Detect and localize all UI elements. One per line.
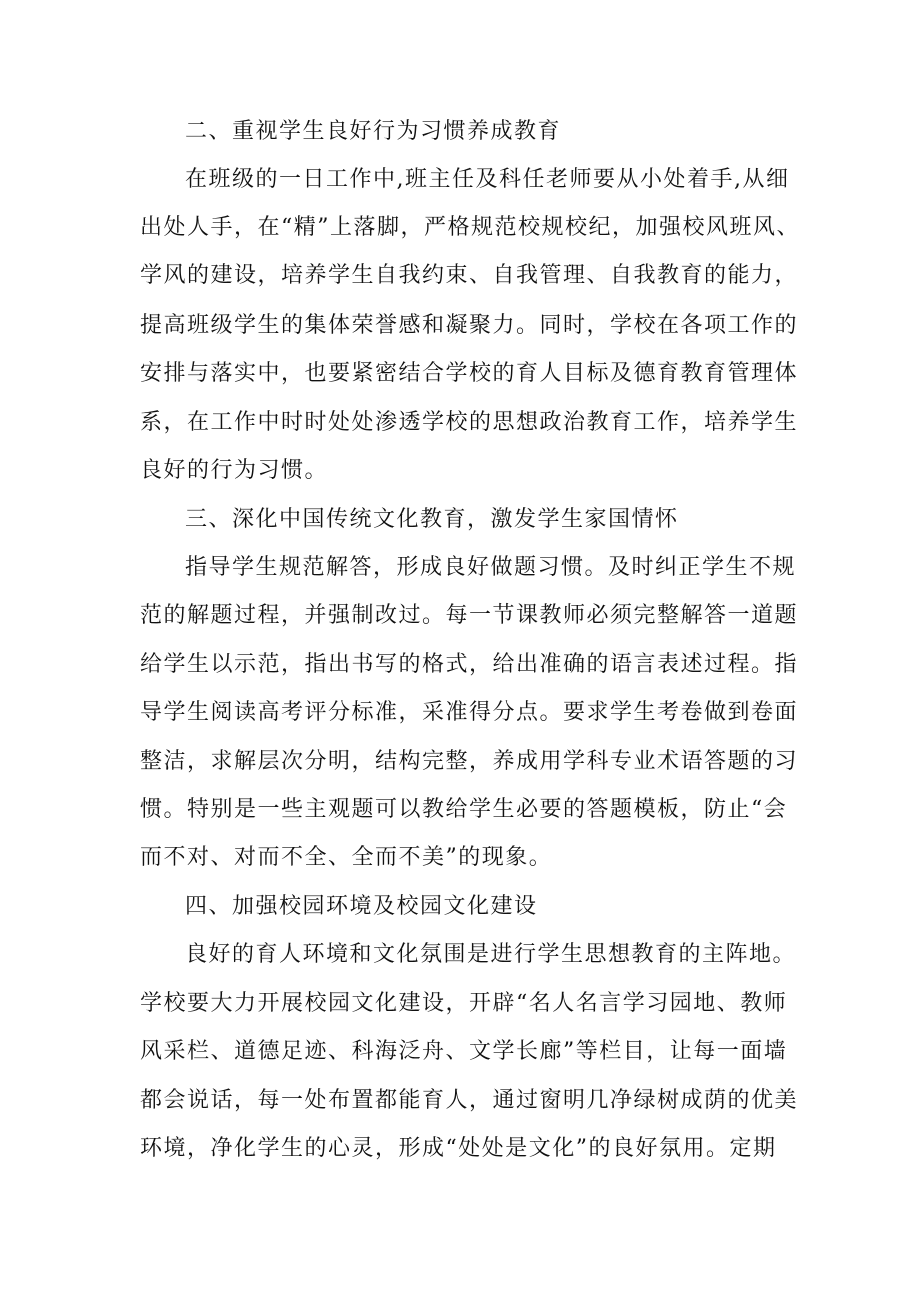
paragraph-line: 惯。特别是一些主观题可以教给学生必要的答题模板，防止“会	[140, 797, 788, 822]
paragraph-line: 学风的建设，培养学生自我约束、自我管理、自我教育的能力，	[140, 263, 799, 288]
paragraph-line: 给学生以示范，指出书写的格式，给出准确的语言表述过程。指	[140, 652, 799, 677]
paragraph-line: 范的解题过程，并强制改过。每一节课教师必须完整解答一道题	[140, 603, 799, 628]
paragraph-line: 出处人手，在“精”上落脚，严格规范校规校纪，加强校风班风、	[140, 215, 800, 240]
section-heading-4: 四、加强校园环境及校园文化建设	[185, 894, 538, 919]
paragraph-line: 都会说话，每一处布置都能育人，通过窗明几净绿树成荫的优美	[140, 1088, 799, 1113]
paragraph-line: 指导学生规范解答，形成良好做题习惯。及时纠正学生不规	[185, 555, 797, 580]
paragraph-line: 导学生阅读高考评分标准，采准得分点。要求学生考卷做到卷面	[140, 700, 799, 725]
paragraph-line: 系，在工作中时时处处渗透学校的思想政治教育工作，培养学生	[140, 410, 799, 435]
paragraph-line: 提高班级学生的集体荣誉感和凝聚力。同时，学校在各项工作的	[140, 313, 799, 338]
paragraph-line: 良好的育人环境和文化氛围是进行学生思想教育的主阵地。	[185, 942, 797, 967]
paragraph-line: 在班级的一日工作中,班主任及科任老师要从小处着手,从细	[185, 167, 790, 192]
paragraph-line: 整洁，求解层次分明，结构完整，养成用学科专业术语答题的习	[140, 749, 799, 774]
paragraph-line: 而不对、对而不全、全而不美”的现象。	[140, 845, 553, 870]
paragraph-line: 学校要大力开展校园文化建设，开辟“名人名言学习园地、教师	[140, 991, 788, 1016]
paragraph-line: 环境，净化学生的心灵，形成“处处是文化”的良好氛用。定期	[140, 1136, 777, 1161]
paragraph-line: 安排与落实中，也要紧密结合学校的育人目标及德育教育管理体	[140, 361, 799, 386]
paragraph-line: 良好的行为习惯。	[140, 458, 329, 483]
paragraph-line: 风采栏、道德足迹、科海泛舟、文学长廊”等栏目，让每一面墙	[140, 1039, 788, 1064]
section-heading-2: 二、重视学生良好行为习惯养成教育	[185, 119, 562, 144]
section-heading-3: 三、深化中国传统文化教育，激发学生家国情怀	[185, 507, 679, 532]
